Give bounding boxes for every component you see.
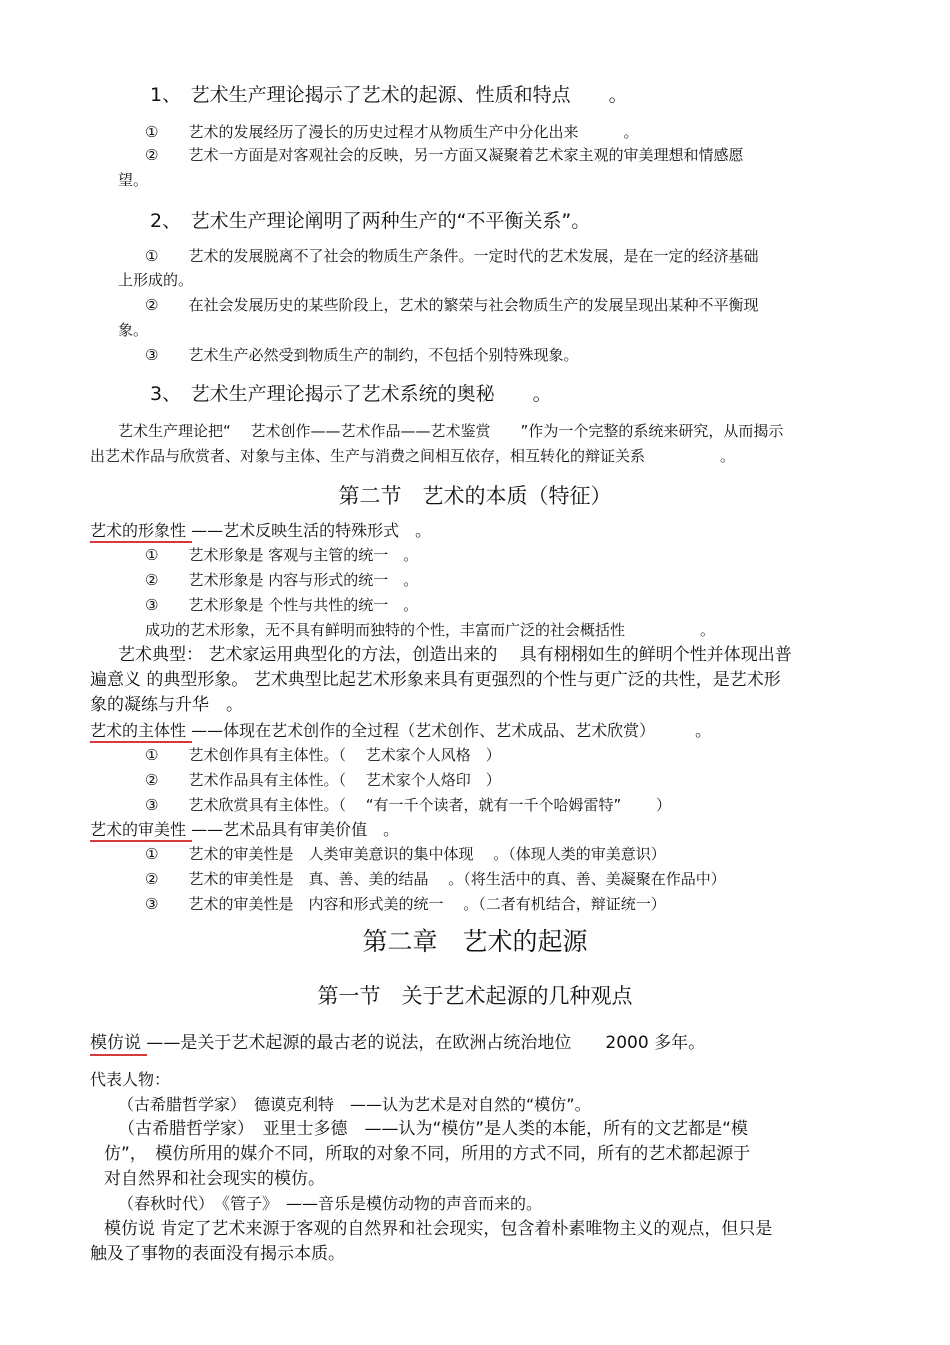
term-line [90, 822, 399, 838]
term-desc: ——艺术品具有审美价值 。 [191, 820, 400, 839]
paragraph-line: 象的凝练与升华 。 [90, 695, 243, 715]
term-image: 艺术的形象性 [90, 521, 187, 540]
chapter-title: 第二章 艺术的起源 [362, 927, 588, 956]
term-imitation: 模仿说 [90, 1033, 141, 1053]
conclusion-line: 模仿说 肯定了艺术来源于客观的自然界和社会现实，包含着朴素唯物主义的观点，但只是 [104, 1219, 773, 1239]
paragraph-line: 艺术生产理论把“ 艺术创作——艺术作品——艺术鉴赏 ”作为一个完整的系统来研究，从而揭示 [118, 422, 784, 440]
term-line [90, 523, 431, 539]
list-item-cont: 上形成的。 [118, 271, 194, 289]
rep-line: 仿”， 模仿所用的媒介不同，所取的对象不同，所用的方式不同，所有的艺术都起源于 [104, 1144, 751, 1164]
rep-line: （古希腊哲学家） 亚里士多德 ——认为“模仿”是人类的本能，所有的文艺都是“模 [118, 1119, 748, 1139]
section-title: 第一节 关于艺术起源的几种观点 [317, 984, 633, 1008]
list-item: ① 艺术创作具有主体性。（ 艺术家个人风格 ） [145, 746, 501, 764]
heading-1: 1、 艺术生产理论揭示了艺术的起源、性质和特点 。 [150, 84, 628, 106]
term-desc: ——是关于艺术起源的最古老的说法，在欧洲占统治地位 2000 多年。 [146, 1033, 706, 1053]
rep-line: （春秋时代） 《管子》 ——音乐是模仿动物的声音而来的。 [118, 1194, 543, 1213]
rep-line: （古希腊哲学家） 德谟克利特 ——认为艺术是对自然的“模仿”。 [118, 1095, 591, 1114]
list-item-cont: 望。 [118, 171, 149, 189]
term-desc: ——艺术反映生活的特殊形式 。 [191, 521, 432, 540]
heading-2: 2、 艺术生产理论阐明了两种生产的“不平衡关系”。 [150, 210, 591, 232]
list-item: ① 艺术的审美性是 人类审美意识的集中体现 。（体现人类的审美意识） [145, 845, 666, 863]
conclusion-line: 触及了事物的表面没有揭示本质。 [90, 1244, 345, 1264]
list-item: ① 艺术的发展脱离不了社会的物质生产条件。一定时代的艺术发展，是在一定的经济基础 [145, 247, 759, 265]
list-item: ① 艺术的发展经历了漫长的历史过程才从物质生产中分化出来 。 [145, 123, 639, 141]
term-line [90, 723, 711, 739]
paragraph-line: 遍意义 的典型形象。 艺术典型比起艺术形象来具有更强烈的个性与更广泛的共性，是艺术形 [90, 670, 781, 690]
paragraph-line: 出艺术作品与欣赏者、对象与主体、生产与消费之间相互依存，相互转化的辩证关系 。 [90, 447, 736, 465]
paragraph-line: 艺术典型： 艺术家运用典型化的方法，创造出来的 具有栩栩如生的鲜明个性并体现出普 [118, 645, 792, 665]
term-line [90, 1035, 705, 1052]
list-item: ② 艺术的审美性是 真、善、美的结晶 。（将生活中的真、善、美凝聚在作品中） [145, 870, 726, 888]
section-title: 第二节 艺术的本质（特征） [338, 484, 612, 508]
term-subject: 艺术的主体性 [90, 721, 187, 740]
rep-line: 对自然界和社会现实的模仿。 [104, 1169, 325, 1189]
rep-label: 代表人物： [90, 1070, 171, 1089]
list-item-cont: 象。 [118, 321, 149, 339]
term-desc: ——体现在艺术创作的全过程（艺术创作、艺术成品、艺术欣赏） 。 [191, 721, 712, 740]
list-item: ③ 艺术欣赏具有主体性。（ “有一千个读者，就有一千个哈姆雷特” ） [145, 796, 672, 814]
heading-3: 3、 艺术生产理论揭示了艺术系统的奥秘 。 [150, 383, 552, 405]
list-item: ③ 艺术形象是 个性与共性的统一 。 [145, 596, 419, 614]
note-line: 成功的艺术形象，无不具有鲜明而独特的个性，丰富而广泛的社会概括性 。 [145, 621, 716, 639]
list-item: ② 艺术作品具有主体性。（ 艺术家个人烙印 ） [145, 771, 501, 789]
list-item: ② 艺术形象是 内容与形式的统一 。 [145, 571, 419, 589]
list-item: ③ 艺术的审美性是 内容和形式美的统一 。（二者有机结合，辩证统一） [145, 895, 666, 913]
list-item: ③ 艺术生产必然受到物质生产的制约，不包括个别特殊现象。 [145, 346, 579, 364]
list-item: ② 艺术一方面是对客观社会的反映，另一方面又凝聚着艺术家主观的审美理想和情感愿 [145, 146, 744, 164]
term-aesthetic: 艺术的审美性 [90, 820, 187, 839]
list-item: ① 艺术形象是 客观与主管的统一 。 [145, 546, 419, 564]
list-item: ② 在社会发展历史的某些阶段上，艺术的繁荣与社会物质生产的发展呈现出某种不平衡现 [145, 296, 759, 314]
